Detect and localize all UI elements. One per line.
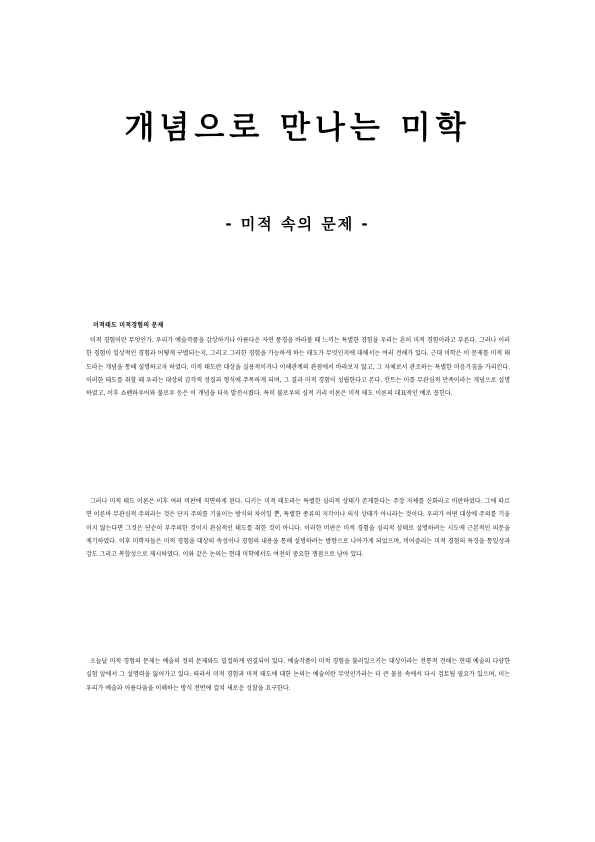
document-subtitle: - 미적 속의 문제 -	[225, 215, 370, 233]
body-paragraph: 미적 경험이란 무엇인가. 우리가 예술작품을 감상하거나 아름다운 자연 풍경을 바라볼 때 느끼는 특별한 경험을 우리는 흔히 미적 경험이라고 부른다. 그러나 이러한 경험이 일상적인 경험과 어떻게 구별되는지, 그리고 그러한 경험을 가능하게 하는 태도가 무엇인지에 대해서는 여러 견해가 있다. 근대 미학은 이 문제를 미적 태도라는 개념을 통해 설명하고자 하였다. 미적 태도란 대상을 실용적이거나 이해관계의 관점에서 바라보지 않고, 그 자체로서 관조하는 특별한 마음가짐을 가리킨다. 이러한 태도를 취할 때 우리는 대상의 감각적 성질과 형식에 주목하게 되며, 그 결과 미적 경험이 성립한다고 본다. 칸트는 이를 무관심적 만족이라는 개념으로 설명하였고, 이후 쇼펜하우어와 불로우 등은 이 개념을 더욱 발전시켰다. 특히 불로우의 심적 거리 이론은 미적 태도 이론의 대표적인 예로 꼽힌다.	[86, 337, 510, 398]
section-heading: 미적태도 미적경험의 문제	[93, 322, 164, 329]
body-paragraph: 오늘날 미적 경험의 문제는 예술의 정의 문제와도 밀접하게 연결되어 있다. 예술작품이 미적 경험을 불러일으키는 대상이라는 전통적 견해는 현대 예술의 다양한 실험 앞에서 그 설명력을 잃어가고 있다. 따라서 미적 경험과 미적 태도에 대한 논의는 예술이란 무엇인가라는 더 큰 물음 속에서 다시 검토될 필요가 있으며, 이는 우리가 예술과 아름다움을 이해하는 방식 전반에 걸쳐 새로운 성찰을 요구한다.	[86, 658, 510, 692]
document-title: 개념으로 만나는 미학	[124, 110, 471, 146]
body-paragraph: 그러나 미적 태도 이론은 이후 여러 비판에 직면하게 된다. 디키는 미적 태도라는 특별한 심리적 상태가 존재한다는 주장 자체를 신화라고 비판하였다. 그에 따르면 이른바 무관심적 주의라는 것은 단지 주의를 기울이는 방식의 차이일 뿐, 특별한 종류의 지각이나 의식 상태가 아니라는 것이다. 우리가 어떤 대상에 주의를 기울이지 않는다면 그것은 단순히 부주의한 것이지 관심적인 태도를 취한 것이 아니다. 이러한 비판은 미적 경험을 심리적 상태로 설명하려는 시도에 근본적인 의문을 제기하였다. 이후 미학자들은 미적 경험을 대상의 속성이나 경험의 내용을 통해 설명하려는 방향으로 나아가게 되었으며, 비어즐리는 미적 경험의 특징을 통일성과 강도 그리고 복합성으로 제시하였다. 이와 같은 논의는 현대 미학에서도 여전히 중요한 쟁점으로 남아 있다.	[86, 498, 510, 559]
